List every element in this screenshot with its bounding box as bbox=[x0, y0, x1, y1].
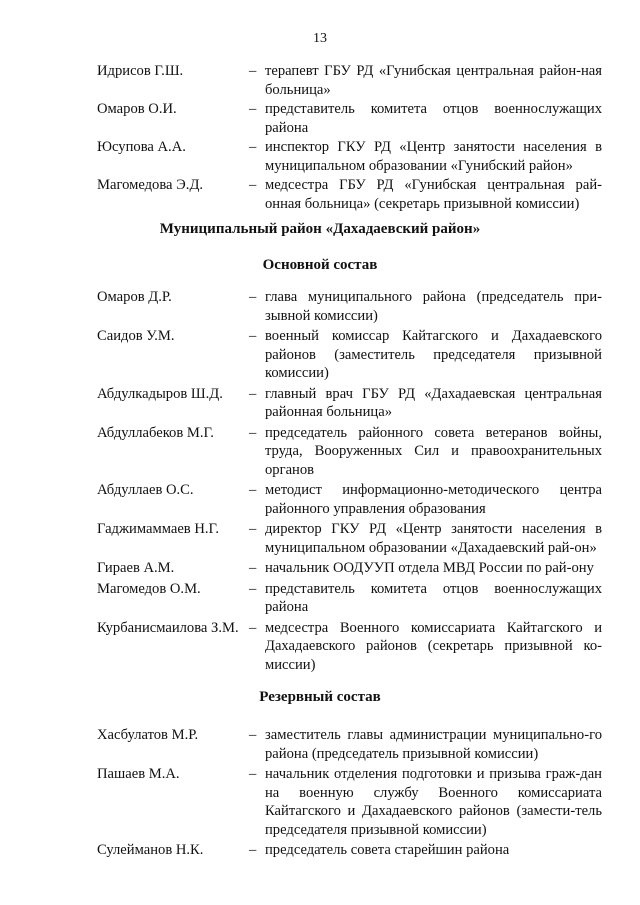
dash: – bbox=[249, 328, 257, 344]
member-role: методист информационно-методического центра районного управления образования bbox=[265, 482, 602, 517]
list-item bbox=[97, 481, 602, 518]
member-role: начальник ООДУУП отдела МВД России по рай-ону bbox=[265, 560, 594, 576]
member-role: глава муниципального района (председатель при-зывной комиссии) bbox=[265, 289, 602, 324]
dash: – bbox=[249, 727, 257, 743]
dash: – bbox=[249, 580, 257, 597]
member-name: Магомедов О.М. bbox=[97, 580, 201, 597]
member-role: начальник отделения подготовки и призыва граж-дан на военную службу Военного комиссариата Кайтагского и Дахадаевского районов (замести-тель председателя призывной комиссии) bbox=[265, 766, 602, 838]
reserve-composition-heading: Резервный состав bbox=[259, 689, 381, 705]
member-role: заместитель главы администрации муниципально-го района (председатель призывной комиссии) bbox=[265, 727, 602, 762]
member-name: Идрисов Г.Ш. bbox=[97, 63, 184, 79]
member-name: Омаров О.И. bbox=[97, 101, 177, 117]
member-role: председатель совета старейшин района bbox=[265, 842, 510, 858]
dash: – bbox=[249, 619, 257, 636]
dash: – bbox=[249, 139, 257, 155]
list-item bbox=[97, 62, 602, 99]
dash: – bbox=[249, 289, 257, 305]
list-item bbox=[97, 520, 602, 557]
main-member-list bbox=[97, 288, 602, 674]
dash: – bbox=[249, 842, 257, 858]
page-number: 13 bbox=[313, 31, 327, 46]
list-item bbox=[97, 138, 602, 175]
member-role: председатель районного совета ветеранов войны, труда, Вооруженных Сил и правоохранительных органов bbox=[265, 424, 602, 478]
dash: – bbox=[249, 766, 257, 782]
member-role: главный врач ГБУ РД «Дахадаевская центральная районная больница» bbox=[265, 385, 602, 420]
member-name: Курбанисмаилова З.М. bbox=[97, 619, 239, 636]
top-member-list bbox=[97, 62, 602, 213]
district-heading: Муниципальный район «Дахадаевский район» bbox=[159, 221, 481, 237]
member-name: Хасбулатов М.Р. bbox=[97, 727, 199, 743]
dash: – bbox=[249, 521, 257, 537]
member-role: военный комиссар Кайтагского и Дахадаевского районов (заместитель председателя призывной комиссии) bbox=[265, 328, 602, 381]
member-name: Гираев А.М. bbox=[97, 560, 175, 576]
list-item bbox=[97, 580, 602, 617]
list-item bbox=[97, 100, 602, 137]
member-role: директор ГКУ РД «Центр занятости населения в муниципальном образовании «Дахадаевский рай-он» bbox=[265, 521, 602, 556]
member-name: Абдуллаев О.С. bbox=[97, 482, 194, 498]
main-composition-heading: Основной состав bbox=[262, 257, 378, 273]
list-item bbox=[97, 765, 602, 839]
list-item bbox=[97, 288, 602, 325]
dash: – bbox=[249, 385, 257, 402]
member-name: Саидов У.М. bbox=[97, 328, 175, 344]
list-item bbox=[97, 385, 602, 422]
member-role: представитель комитета отцов военнослужащих района bbox=[265, 101, 602, 136]
member-name: Гаджимаммаев Н.Г. bbox=[97, 521, 219, 537]
dash: – bbox=[249, 482, 257, 498]
reserve-member-list bbox=[97, 726, 602, 860]
member-role: инспектор ГКУ РД «Центр занятости населения в муниципальном образовании «Гунибский район» bbox=[265, 139, 602, 174]
list-item bbox=[97, 841, 602, 860]
member-name: Магомедова Э.Д. bbox=[97, 177, 204, 193]
member-name: Омаров Д.Р. bbox=[97, 289, 172, 305]
member-role: представитель комитета отцов военнослужащих района bbox=[265, 580, 602, 615]
dash: – bbox=[249, 424, 257, 441]
list-item bbox=[97, 559, 602, 578]
list-item bbox=[97, 726, 602, 763]
member-role: медсестра ГБУ РД «Гунибская центральная рай-онная больница» (секретарь призывной комиссии) bbox=[265, 177, 602, 212]
member-name: Абдуллабеков М.Г. bbox=[97, 424, 214, 441]
member-name: Юсупова А.А. bbox=[97, 139, 186, 155]
list-item bbox=[97, 424, 602, 480]
dash: – bbox=[249, 177, 257, 193]
member-role: медсестра Военного комиссариата Кайтагского и Дахадаевского районов (секретарь призывной ко-миссии) bbox=[265, 619, 602, 673]
member-name: Сулейманов Н.К. bbox=[97, 842, 204, 858]
list-item bbox=[97, 327, 602, 383]
dash: – bbox=[249, 101, 257, 117]
list-item bbox=[97, 619, 602, 675]
member-name: Абдулкадыров Ш.Д. bbox=[97, 385, 223, 402]
list-item bbox=[97, 176, 602, 213]
member-name: Пашаев М.А. bbox=[97, 766, 180, 782]
member-role: терапевт ГБУ РД «Гунибская центральная район-ная больница» bbox=[265, 63, 602, 98]
dash: – bbox=[249, 560, 257, 576]
dash: – bbox=[249, 63, 257, 79]
